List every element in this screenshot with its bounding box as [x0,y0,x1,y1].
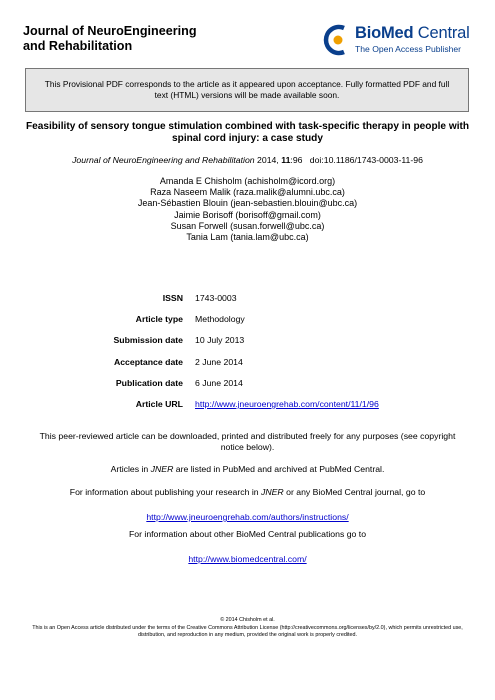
metadata-value: 1743-0003 [195,293,237,303]
journal-title [23,24,197,54]
metadata-row-article-type [0,314,495,335]
biomed-link-line [0,549,495,567]
journal-title-line2: and Rehabilitation [23,39,133,53]
article-title: Feasibility of sensory tongue stimulation combined with task-specific therapy in people with spinal cord injury: a case study [25,121,470,144]
metadata-label: Submission date [113,335,183,346]
download-paragraph: This peer-reviewed article can be downloaded, printed and distributed freely for any purposes (see copyright notice below). [39,431,456,452]
author-item: Raza Naseem Malik (raza.malik@alumni.ubc.ca) [150,187,345,198]
metadata-value: 6 June 2014 [195,377,243,388]
metadata-label: Article URL [135,398,183,409]
author-instructions-link[interactable]: http://www.jneuroengrehab.com/authors/instructions/ [146,512,349,522]
publishing-text-pre: For information about publishing your research in [69,487,262,497]
pubmed-text-post: are listed in PubMed and archived at PubMed Central. [173,464,385,474]
other-publications-paragraph: For information about other BioMed Central publications go to [128,529,367,539]
metadata-row-acceptance-date [0,357,495,378]
metadata-label: Publication date [115,377,183,388]
metadata-value: Methodology [195,314,245,325]
metadata-label: Article type [135,314,183,325]
instructions-link-line [0,507,495,525]
provisional-notice-text: This Provisional PDF corresponds to the article as it appeared upon acceptance. Fully formatted PDF and full text (HTML) versions will be made available soon. [44,79,450,100]
biomed-central-logo-icon [322,24,352,56]
publishing-paragraph [0,487,495,498]
citation-doi: doi:10.1186/1743-0003-11-96 [309,155,423,165]
citation-page: :96 [290,155,303,165]
author-list [0,176,495,243]
copyright-line: © 2014 Chisholm et al. [220,617,275,623]
pubmed-text-em: JNER [150,464,174,474]
metadata-row-issn [0,293,495,314]
metadata-label: ISSN [162,293,183,303]
citation-year: 2014, [257,155,279,165]
pubmed-text-pre: Articles in [110,464,151,474]
citation-line [0,155,495,165]
biomedcentral-link[interactable]: http://www.biomedcentral.com/ [188,554,307,564]
author-item: Amanda E Chisholm (achisholm@icord.org) [159,176,336,186]
author-item: Jean-Sébastien Blouin (jean-sebastien.blouin@ubc.ca) [137,198,358,209]
publishing-text-post: or any BioMed Central journal, go to [283,487,426,497]
logo-brand-bold: BioMed [355,24,414,42]
metadata-row-publication-date [0,378,495,399]
logo-tagline: The Open Access Publisher [355,44,462,54]
biomed-central-logo[interactable] [322,24,474,58]
citation-volume: 11 [281,155,291,165]
metadata-label: Acceptance date [113,356,183,367]
logo-brand [355,24,470,43]
pubmed-paragraph [0,464,495,475]
metadata-row-article-url [0,399,495,420]
author-item: Tania Lam (tania.lam@ubc.ca) [186,232,309,243]
journal-title-line1: Journal of NeuroEngineering [23,24,197,38]
license-notice: This is an Open Access article distributed under the terms of the Creative Commons Attribution License (http://creativecommons.org/licenses/by/2.0), which permits unrestricted use, distribution, and reproduction in any medium, provided the original work is properly credited. [32,625,463,638]
author-item: Jaimie Borisoff (borisoff@gmail.com) [174,209,321,220]
article-metadata [0,293,495,420]
metadata-value: 10 July 2013 [195,335,245,346]
citation-journal: Journal of NeuroEngineering and Rehabilitation [72,155,255,165]
article-url-link[interactable]: http://www.jneuroengrehab.com/content/11/1/96 [195,398,379,409]
author-item: Susan Forwell (susan.forwell@ubc.ca) [170,220,325,231]
publishing-text-em: JNER [261,487,284,497]
provisional-notice-box [25,68,469,112]
metadata-value: 2 June 2014 [195,356,243,367]
metadata-row-submission-date [0,335,495,356]
logo-brand-light: Central [413,24,470,42]
